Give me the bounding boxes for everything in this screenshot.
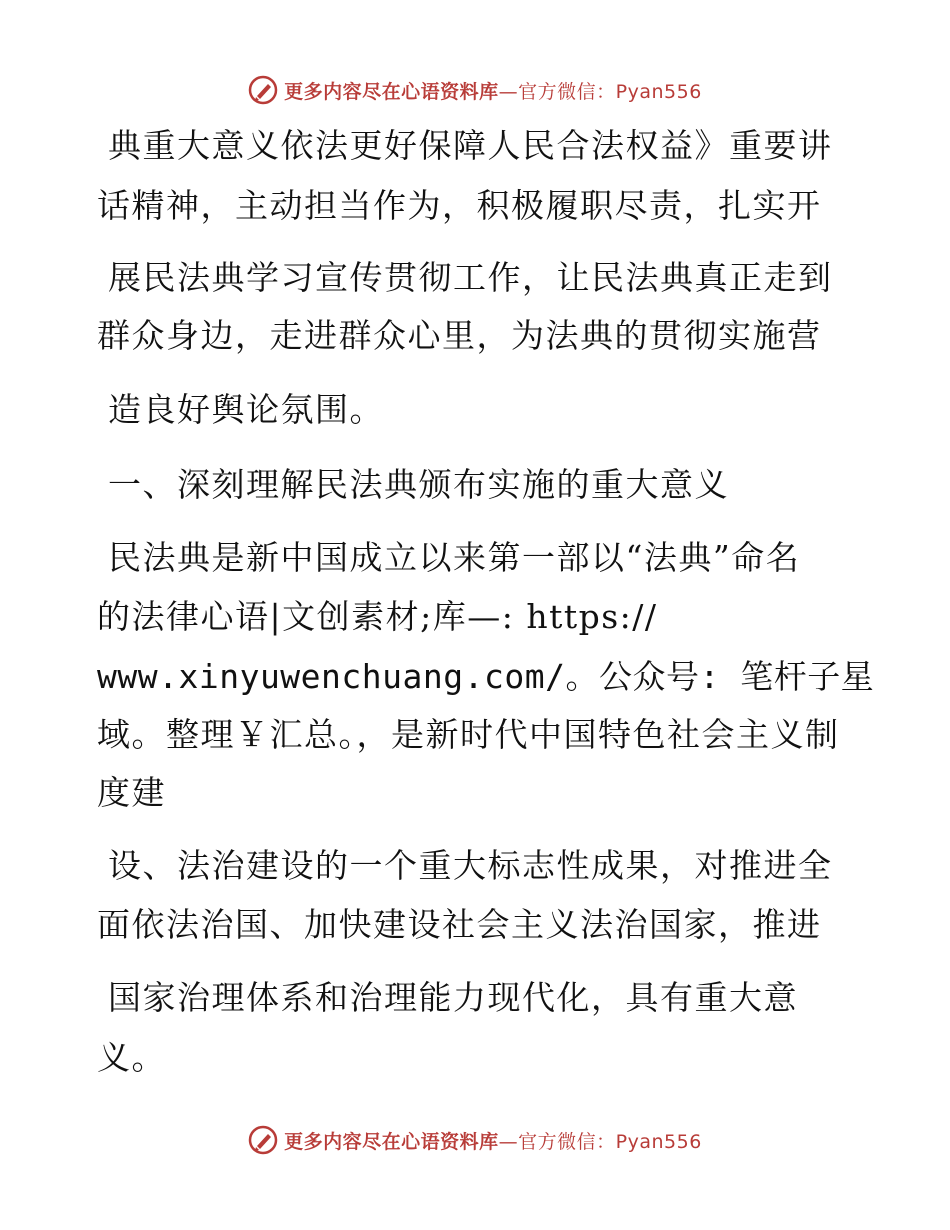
body-line: 度建	[97, 773, 166, 812]
header-banner-separator: —	[498, 80, 519, 103]
header-banner-title: 更多内容尽在心语资料库	[284, 80, 499, 103]
footer-banner-text	[284, 1127, 702, 1154]
body-line: 群众身边，走进群众心里，为法典的贯彻实施营	[97, 316, 822, 355]
header-banner-contact: 官方微信：Pyan556	[518, 80, 702, 103]
body-line: 面依法治国、加快建设社会主义法治国家，推进	[97, 905, 822, 944]
footer-banner-contact: 官方微信：Pyan556	[518, 1130, 702, 1153]
footer-banner	[0, 1120, 950, 1160]
header-banner	[0, 70, 950, 110]
body-line: 展民法典学习宣传贯彻工作，让民法典真正走到	[108, 258, 833, 297]
section-heading: 一、深刻理解民法典颁布实施的重大意义	[108, 465, 729, 504]
body-line: 造良好舆论氛围。	[108, 390, 384, 429]
body-line: 设、法治建设的一个重大标志性成果，对推进全	[108, 846, 833, 885]
body-line: www.xinyuwenchuang.com/。公众号: 笔杆子星	[97, 657, 875, 696]
body-line: 的法律心语|文创素材;库—: https://	[97, 597, 658, 636]
footer-banner-separator: —	[498, 1130, 519, 1153]
header-banner-text	[284, 77, 702, 104]
pen-logo-icon	[248, 75, 278, 105]
body-line: 民法典是新中国成立以来第一部以“法典”命名	[108, 538, 801, 577]
body-line: 义。	[97, 1038, 166, 1077]
body-line: 国家治理体系和治理能力现代化，具有重大意	[108, 978, 798, 1017]
footer-banner-title: 更多内容尽在心语资料库	[284, 1130, 499, 1153]
pen-logo-icon	[248, 1125, 278, 1155]
body-line: 典重大意义依法更好保障人民合法权益》重要讲	[108, 126, 833, 165]
body-line: 域。整理￥汇总。，是新时代中国特色社会主义制	[97, 715, 840, 754]
body-line: 话精神，主动担当作为，积极履职尽责，扎实开	[97, 186, 822, 225]
